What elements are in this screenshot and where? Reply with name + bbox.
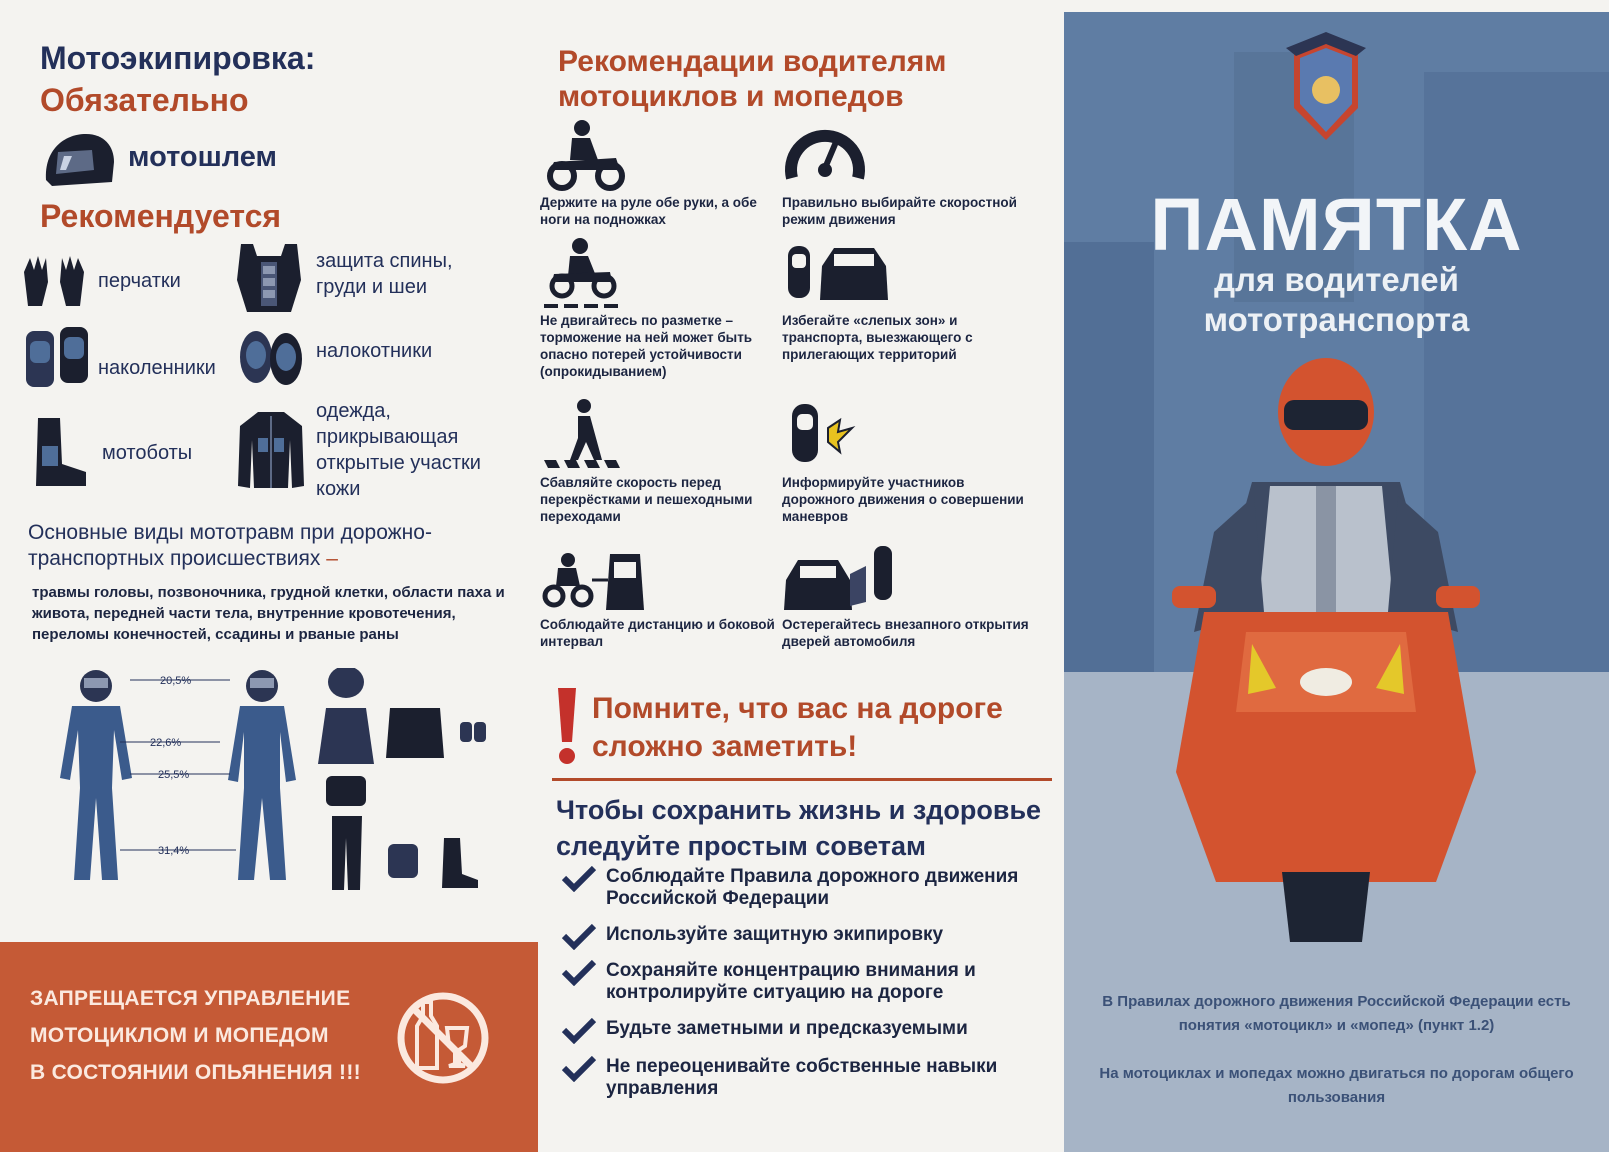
scooter-and-car-icon xyxy=(782,236,892,312)
motorcyclist-icon xyxy=(540,118,630,194)
injuries-title xyxy=(28,520,528,572)
advice-text: Используйте защитную экипировку xyxy=(606,924,944,945)
alcohol-ban-banner xyxy=(0,942,538,1152)
ban-text xyxy=(30,980,390,1091)
equipment-panel xyxy=(0,0,540,1152)
advice-text: Будьте заметными и предсказуемыми xyxy=(606,1018,968,1039)
tip-text: Избегайте «слепых зон» и транспорта, выезжающего с прилегающих территорий xyxy=(782,313,973,362)
injuries-title-text: Основные виды мототравм при дорожно-транспортных происшествиях xyxy=(28,521,432,570)
tip-blind-spots xyxy=(782,236,1032,363)
cover-subtitle xyxy=(1064,260,1609,340)
divider xyxy=(552,778,1052,781)
cover-subtitle-line-1: для водителей xyxy=(1214,261,1459,298)
helmet-label: мотошлем xyxy=(128,141,278,173)
back-protection-label: защита спины, груди и шеи xyxy=(316,250,453,298)
turn-signal-icon xyxy=(782,398,872,474)
checkmark-icon xyxy=(562,960,596,986)
ban-line-2: МОТОЦИКЛОМ И МОПЕДОМ xyxy=(30,1024,329,1047)
injuries-title-dash: – xyxy=(326,547,338,570)
tip-text: Соблюдайте дистанцию и боковой интервал xyxy=(540,617,775,649)
elbow-pads-icon xyxy=(236,325,306,391)
clothing-label: одежда, прикрывающая открытые участки кожи xyxy=(316,400,481,500)
back-protector-icon xyxy=(233,240,305,316)
speedometer-icon xyxy=(782,118,872,194)
ban-line-1: ЗАПРЕЩАЕТСЯ УПРАВЛЕНИЕ xyxy=(30,987,351,1010)
recommendations-panel xyxy=(540,0,1064,1152)
checkmark-icon xyxy=(562,924,596,950)
tip-text: Остерегайтесь внезапного открытия дверей автомобиля xyxy=(782,617,1029,649)
tip-speed xyxy=(782,118,1032,228)
boots-icon xyxy=(30,416,90,490)
stat-arms: 25,5% xyxy=(158,769,190,781)
tip-distance xyxy=(540,540,780,650)
recommended-label: Рекомендуется xyxy=(40,198,282,234)
checkmark-icon xyxy=(562,1018,596,1044)
pedestrian-crossing-icon xyxy=(540,398,630,474)
car-door-icon xyxy=(782,540,902,616)
gear-items-icon xyxy=(318,668,486,890)
tip-text: Информируйте участников дорожного движения о совершении маневров xyxy=(782,475,1024,524)
tip-doors xyxy=(782,540,1032,650)
recommendations-title-line-1: Рекомендации водителям xyxy=(558,45,947,78)
exclamation-icon xyxy=(552,684,582,768)
tip-hands-feet xyxy=(540,118,780,228)
tip-text: Правильно выбирайте скоростной режим движения xyxy=(782,195,1017,227)
cover-panel xyxy=(1064,12,1609,1152)
tip-text: Держите на руле обе руки, а обе ноги на подножках xyxy=(540,195,757,227)
tip-text: Сбавляйте скорость перед перекрёстками и пешеходными переходами xyxy=(540,475,753,524)
mandatory-label: Обязательно xyxy=(40,82,249,118)
cover-subtitle-line-2: мототранспорта xyxy=(1203,301,1470,338)
checkmark-icon xyxy=(562,866,596,892)
cover-title: ПАМЯТКА xyxy=(1150,183,1523,266)
tip-crossings xyxy=(540,398,780,525)
stat-torso: 22,6% xyxy=(150,737,182,749)
motorcycle-on-markings-icon xyxy=(540,236,630,312)
helmet-icon xyxy=(42,130,116,188)
distance-icon xyxy=(540,540,650,616)
equipment-heading: Мотоэкипировка: xyxy=(40,40,316,76)
elbow-pads-label: налокотники xyxy=(316,340,433,362)
cover-note-roads: На мотоциклах и мопедах можно двигаться по дорогам общего пользования xyxy=(1099,1065,1574,1106)
jacket-icon xyxy=(236,408,306,492)
knee-pads-icon xyxy=(22,325,92,391)
advice-text: Не переоценивайте собственные навыки управления xyxy=(606,1056,998,1099)
cover-note-definitions: В Правилах дорожного движения Российской Федерации есть понятия «мотоцикл» и «мопед» (пункт 1.2) xyxy=(1102,993,1571,1034)
ban-line-3: В СОСТОЯНИИ ОПЬЯНЕНИЯ !!! xyxy=(30,1061,361,1084)
gloves-label: перчатки xyxy=(98,270,181,292)
recommendations-title xyxy=(558,44,946,114)
knee-pads-label: наколенники xyxy=(98,357,216,379)
recommendations-title-line-2: мотоциклов и мопедов xyxy=(558,80,904,113)
stat-legs: 31,4% xyxy=(158,845,190,857)
boots-label: мотоботы xyxy=(102,442,193,464)
stat-head: 20,5% xyxy=(160,675,192,687)
no-alcohol-icon xyxy=(395,972,491,1092)
checkmark-icon xyxy=(562,1056,596,1082)
gloves-icon xyxy=(20,252,90,308)
remember-text: Помните, что вас на дороге сложно заметить! xyxy=(592,692,1003,763)
tip-markings xyxy=(540,236,780,380)
keep-safe-title: Чтобы сохранить жизнь и здоровье следуйте простым советам xyxy=(556,795,1042,861)
tip-signals xyxy=(782,398,1032,525)
advice-text: Сохраняйте концентрацию внимания и контролируйте ситуацию на дороге xyxy=(606,960,976,1003)
injuries-text: травмы головы, позвоночника, грудной клетки, области паха и живота, передней части тела, внутренние кровотечения, переломы конечностей, ссадины и рваные раны xyxy=(32,584,505,643)
injury-figures-illustration xyxy=(40,668,510,908)
female-figure-icon xyxy=(228,670,296,880)
male-figure-icon xyxy=(60,670,132,880)
advice-text: Соблюдайте Правила дорожного движения Российской Федерации xyxy=(606,866,1019,909)
tip-text: Не двигайтесь по разметке – торможение на ней может быть опасно потерей устойчивости (опрокидыванием) xyxy=(540,313,753,379)
